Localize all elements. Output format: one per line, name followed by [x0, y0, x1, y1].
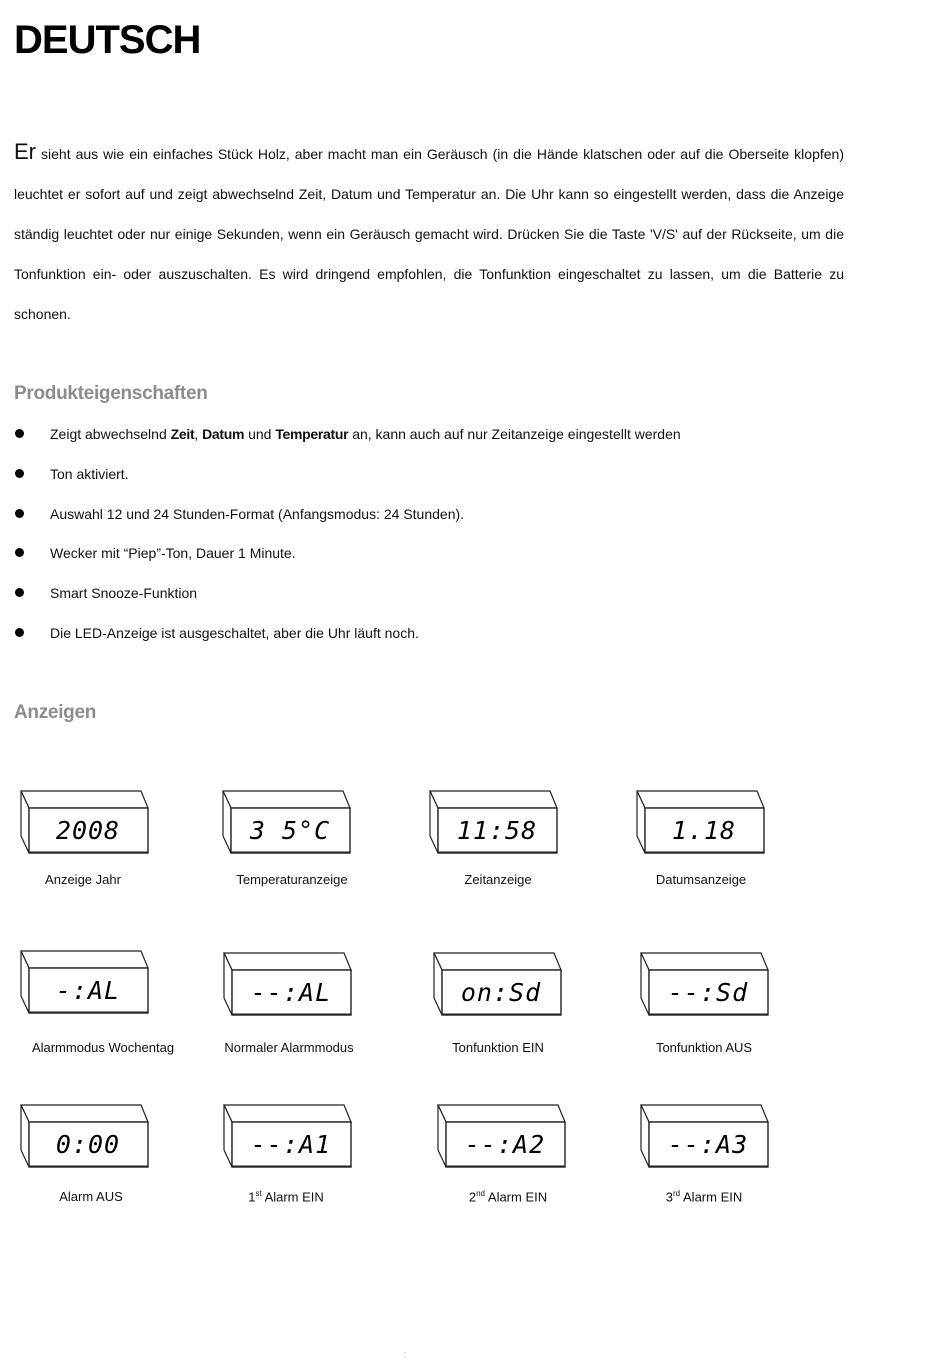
- clock-display-illustration: [636, 790, 768, 858]
- lcd-screen-text: 2008: [55, 816, 121, 845]
- bold-term: Zeit: [170, 426, 195, 442]
- lcd-screen-text: --:AL: [250, 978, 332, 1007]
- caption: Alarmmodus Wochentag: [31, 1040, 175, 1055]
- lcd-screen-text: --:A2: [464, 1130, 546, 1159]
- lcd-screen-text: 3 5°C: [249, 816, 331, 845]
- intro-paragraph: [14, 132, 844, 334]
- caption: 3rd Alarm EIN: [665, 1189, 743, 1205]
- caption: Anzeige Jahr: [45, 872, 121, 887]
- lcd-screen-text: --:A3: [667, 1130, 749, 1159]
- list-item: Die LED-Anzeige ist ausgeschaltet, aber die Uhr läuft noch.: [14, 613, 894, 653]
- features-list: [14, 414, 894, 653]
- bullet-icon: [15, 548, 24, 557]
- clock-display-illustration: [433, 952, 565, 1020]
- caption: Normaler Alarmmodus: [224, 1040, 354, 1055]
- intro-first-word: Er: [14, 139, 36, 164]
- caption: Tonfunktion AUS: [655, 1040, 753, 1055]
- lcd-screen-text: on:Sd: [460, 978, 542, 1007]
- clock-display-illustration: [20, 950, 152, 1018]
- clock-display-illustration: [437, 1104, 569, 1172]
- list-item: Zeigt abwechselnd Zeit, Datum und Temperatur an, kann auch auf nur Zeitanzeige eingestellt werden: [14, 414, 894, 454]
- bold-term: Datum: [202, 426, 245, 442]
- bullet-icon: [15, 588, 24, 597]
- caption: Zeitanzeige: [464, 872, 532, 887]
- clock-display-illustration: [20, 1104, 152, 1172]
- lcd-screen-text: 0:00: [55, 1130, 121, 1159]
- lcd-screen-text: --:A1: [250, 1130, 332, 1159]
- bullet-icon: [15, 469, 24, 478]
- footer-mark: :: [404, 1350, 407, 1359]
- list-item: Auswahl 12 und 24 Stunden-Format (Anfangsmodus: 24 Stunden).: [14, 494, 894, 534]
- caption: Temperaturanzeige: [236, 872, 348, 887]
- caption: 2nd Alarm EIN: [468, 1189, 548, 1205]
- bullet-icon: [15, 628, 24, 637]
- caption: Alarm AUS: [59, 1189, 123, 1204]
- lcd-screen-text: --:Sd: [667, 978, 749, 1007]
- features-heading: Produkteigenschaften: [14, 383, 208, 404]
- clock-display-illustration: [640, 1104, 772, 1172]
- clock-display-illustration: [223, 1104, 355, 1172]
- caption: Tonfunktion EIN: [452, 1040, 544, 1055]
- lcd-screen-text: 1.18: [671, 816, 737, 845]
- bullet-icon: [15, 429, 24, 438]
- lcd-screen-text: 11:58: [456, 816, 538, 845]
- caption: 1st Alarm EIN: [248, 1189, 324, 1205]
- page-title: DEUTSCH: [14, 18, 201, 62]
- clock-display-illustration: [223, 952, 355, 1020]
- clock-display-illustration: [20, 790, 152, 858]
- list-item: Wecker mit “Piep”-Ton, Dauer 1 Minute.: [14, 533, 894, 573]
- list-item: Ton aktiviert.: [14, 454, 894, 494]
- clock-display-illustration: [429, 790, 561, 858]
- clock-display-illustration: [222, 790, 354, 858]
- intro-text: sieht aus wie ein einfaches Stück Holz, aber macht man ein Geräusch (in die Hände klatschen oder auf die Oberseite klopfen) leuchtet er sofort auf und zeigt abwechselnd Zeit, Datum und Temperatur an. Die Uhr kann so eingestellt werden, dass die Anzeige ständig leuchtet oder nur einige Sekunden, wenn ein Geräusch gemacht wird. Drücken Sie die Taste 'V/S' auf der Rückseite, um die Tonfunktion ein- oder auszuschalten. Es wird dringend empfohlen, die Tonfunktion eingeschaltet zu lassen, um die Batterie zu schonen.: [14, 146, 844, 322]
- lcd-screen-text: -:AL: [55, 976, 121, 1005]
- caption: Datumsanzeige: [655, 872, 747, 887]
- displays-heading: Anzeigen: [14, 702, 97, 723]
- bold-term: Temperatur: [275, 426, 349, 442]
- list-item: Smart Snooze-Funktion: [14, 573, 894, 613]
- bullet-icon: [15, 509, 24, 518]
- clock-display-illustration: [640, 952, 772, 1020]
